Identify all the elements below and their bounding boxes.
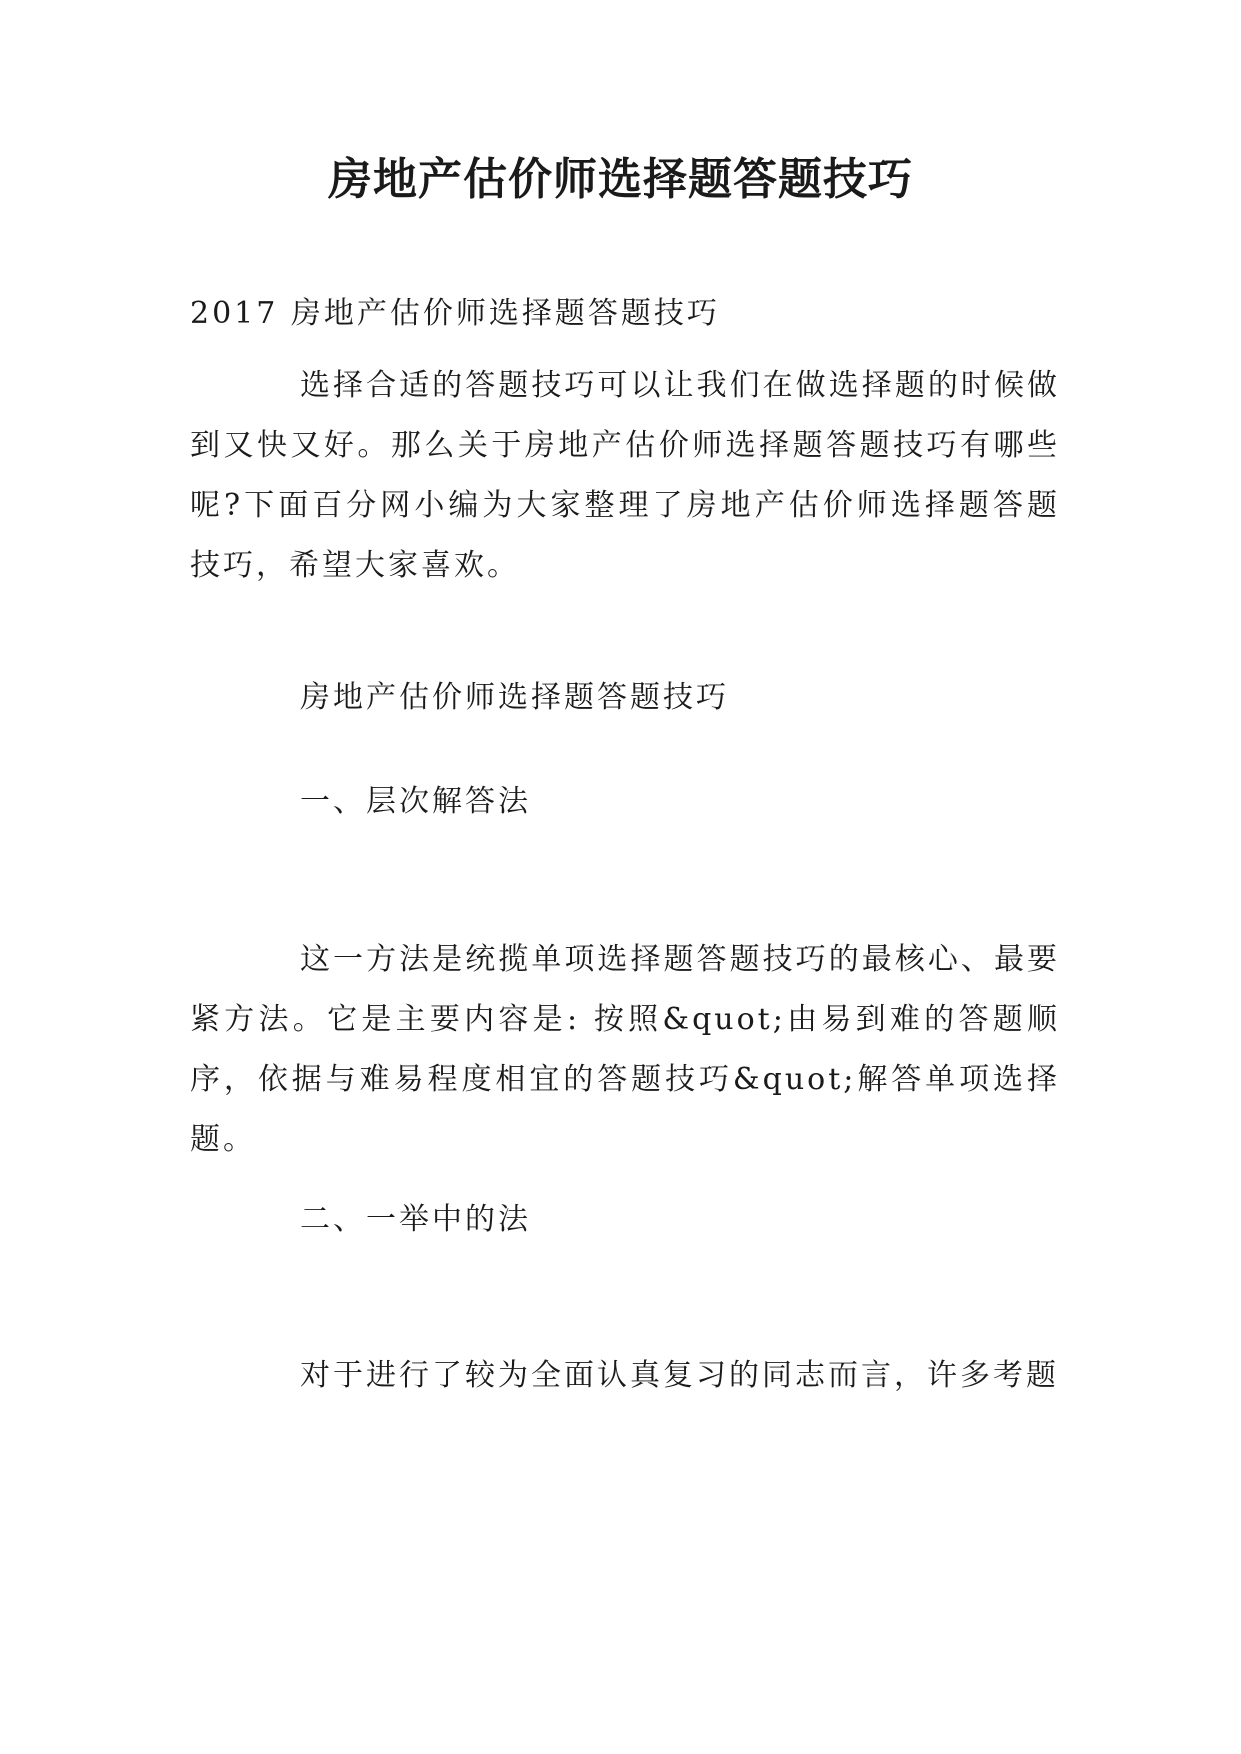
method1-paragraph: 这一方法是统揽单项选择题答题技巧的最核心、最要紧方法。它是主要内容是: 按照&quot;由易到难的答题顺序，依据与难易程度相宜的答题技巧&quot;解答单项选择题。 (190, 942, 1060, 1157)
subtitle-line: 2017 房地产估价师选择题答题技巧 (190, 296, 720, 331)
document-title: 房地产估价师选择题答题技巧 (328, 154, 913, 205)
section-heading: 房地产估价师选择题答题技巧 (300, 680, 729, 715)
method2-paragraph: 对于进行了较为全面认真复习的同志而言，许多考题 (300, 1358, 1059, 1393)
method2-heading: 二、一举中的法 (300, 1202, 531, 1237)
method1-heading: 一、层次解答法 (300, 784, 531, 819)
intro-paragraph: 选择合适的答题技巧可以让我们在做选择题的时候做到又快又好。那么关于房地产估价师选择题答题技巧有哪些呢?下面百分网小编为大家整理了房地产估价师选择题答题技巧，希望大家喜欢。 (190, 368, 1060, 583)
